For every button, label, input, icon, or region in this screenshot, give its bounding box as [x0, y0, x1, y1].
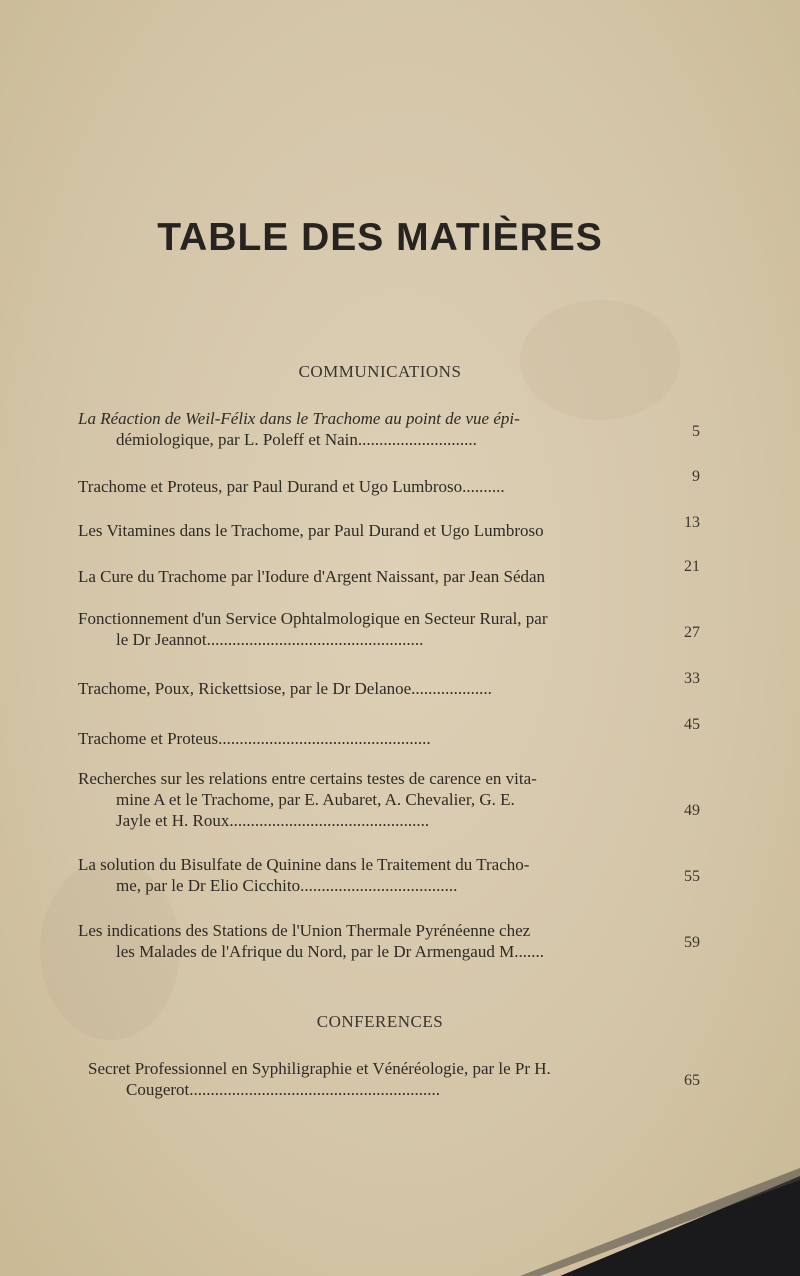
toc-entry-line: Fonctionnement d'un Service Ophtalmologique en Secteur Rural, par [78, 609, 548, 628]
toc-entry-line: Cougerot........................................................... [126, 1080, 441, 1099]
toc-page-number: 49 [684, 802, 700, 819]
toc-entry-line: me, par le Dr Elio Cicchito..................................... [116, 876, 458, 895]
toc-entry-line: La solution du Bisulfate de Quinine dans le Traitement du Tracho- [78, 855, 530, 874]
toc-page-number: 45 [684, 716, 700, 733]
paper-stain [520, 300, 680, 420]
toc-page-number: 33 [684, 670, 700, 687]
toc-entry-line: Les Vitamines dans le Trachome, par Paul Durand et Ugo Lumbroso [78, 521, 544, 540]
toc-entry-line: La Cure du Trachome par l'Iodure d'Argent Naissant, par Jean Sédan [78, 567, 546, 586]
toc-entry [78, 768, 646, 831]
toc-entry [78, 854, 646, 896]
toc-entry [78, 520, 646, 541]
toc-entry [78, 608, 646, 650]
toc-entry [78, 566, 646, 587]
toc-entry-line: Les indications des Stations de l'Union Thermale Pyrénéenne chez [78, 921, 531, 940]
toc-entry-line: mine A et le Trachome, par E. Aubaret, A. Chevalier, G. E. [116, 790, 515, 809]
toc-entry-line: les Malades de l'Afrique du Nord, par le Dr Armengaud M....... [116, 942, 544, 961]
section-heading-conferences: CONFERENCES [316, 1012, 444, 1031]
toc-entry [78, 678, 646, 699]
toc-page-number: 9 [692, 468, 700, 485]
toc-page-number: 21 [684, 558, 700, 575]
toc-entry-line: le Dr Jeannot................................................... [116, 630, 424, 649]
toc-entry [78, 728, 646, 749]
toc-entry [78, 476, 646, 497]
toc-entry [78, 408, 646, 450]
toc-page-number: 5 [692, 423, 700, 440]
toc-page-number: 55 [684, 868, 700, 885]
toc-entry-line: Jayle et H. Roux............................................... [116, 811, 430, 830]
section-heading-communications: COMMUNICATIONS [298, 362, 462, 381]
toc-entry-line: Trachome et Proteus, par Paul Durand et Ugo Lumbroso.......... [78, 477, 505, 496]
toc-page-number: 13 [684, 514, 700, 531]
toc-entry [78, 920, 646, 962]
toc-entry-line: démiologique, par L. Poleff et Nain............................ [116, 430, 477, 449]
toc-entry [88, 1058, 656, 1100]
toc-page-number: 59 [684, 934, 700, 951]
toc-entry-line: Secret Professionnel en Syphiligraphie et Vénéréologie, par le Pr H. [88, 1059, 551, 1078]
toc-page-number: 65 [684, 1072, 700, 1089]
toc-entry-line: La Réaction de Weil-Félix dans le Trachome au point de vue épi- [78, 409, 520, 428]
page-title: TABLE DES MATIÈRES [157, 216, 603, 259]
toc-entry-line: Trachome, Poux, Rickettsiose, par le Dr Delanoe................... [78, 679, 492, 698]
toc-page-number: 27 [684, 624, 700, 641]
toc-entry-line: Recherches sur les relations entre certains testes de carence en vita- [78, 769, 537, 788]
toc-entry-line: Trachome et Proteus.................................................. [78, 729, 431, 748]
